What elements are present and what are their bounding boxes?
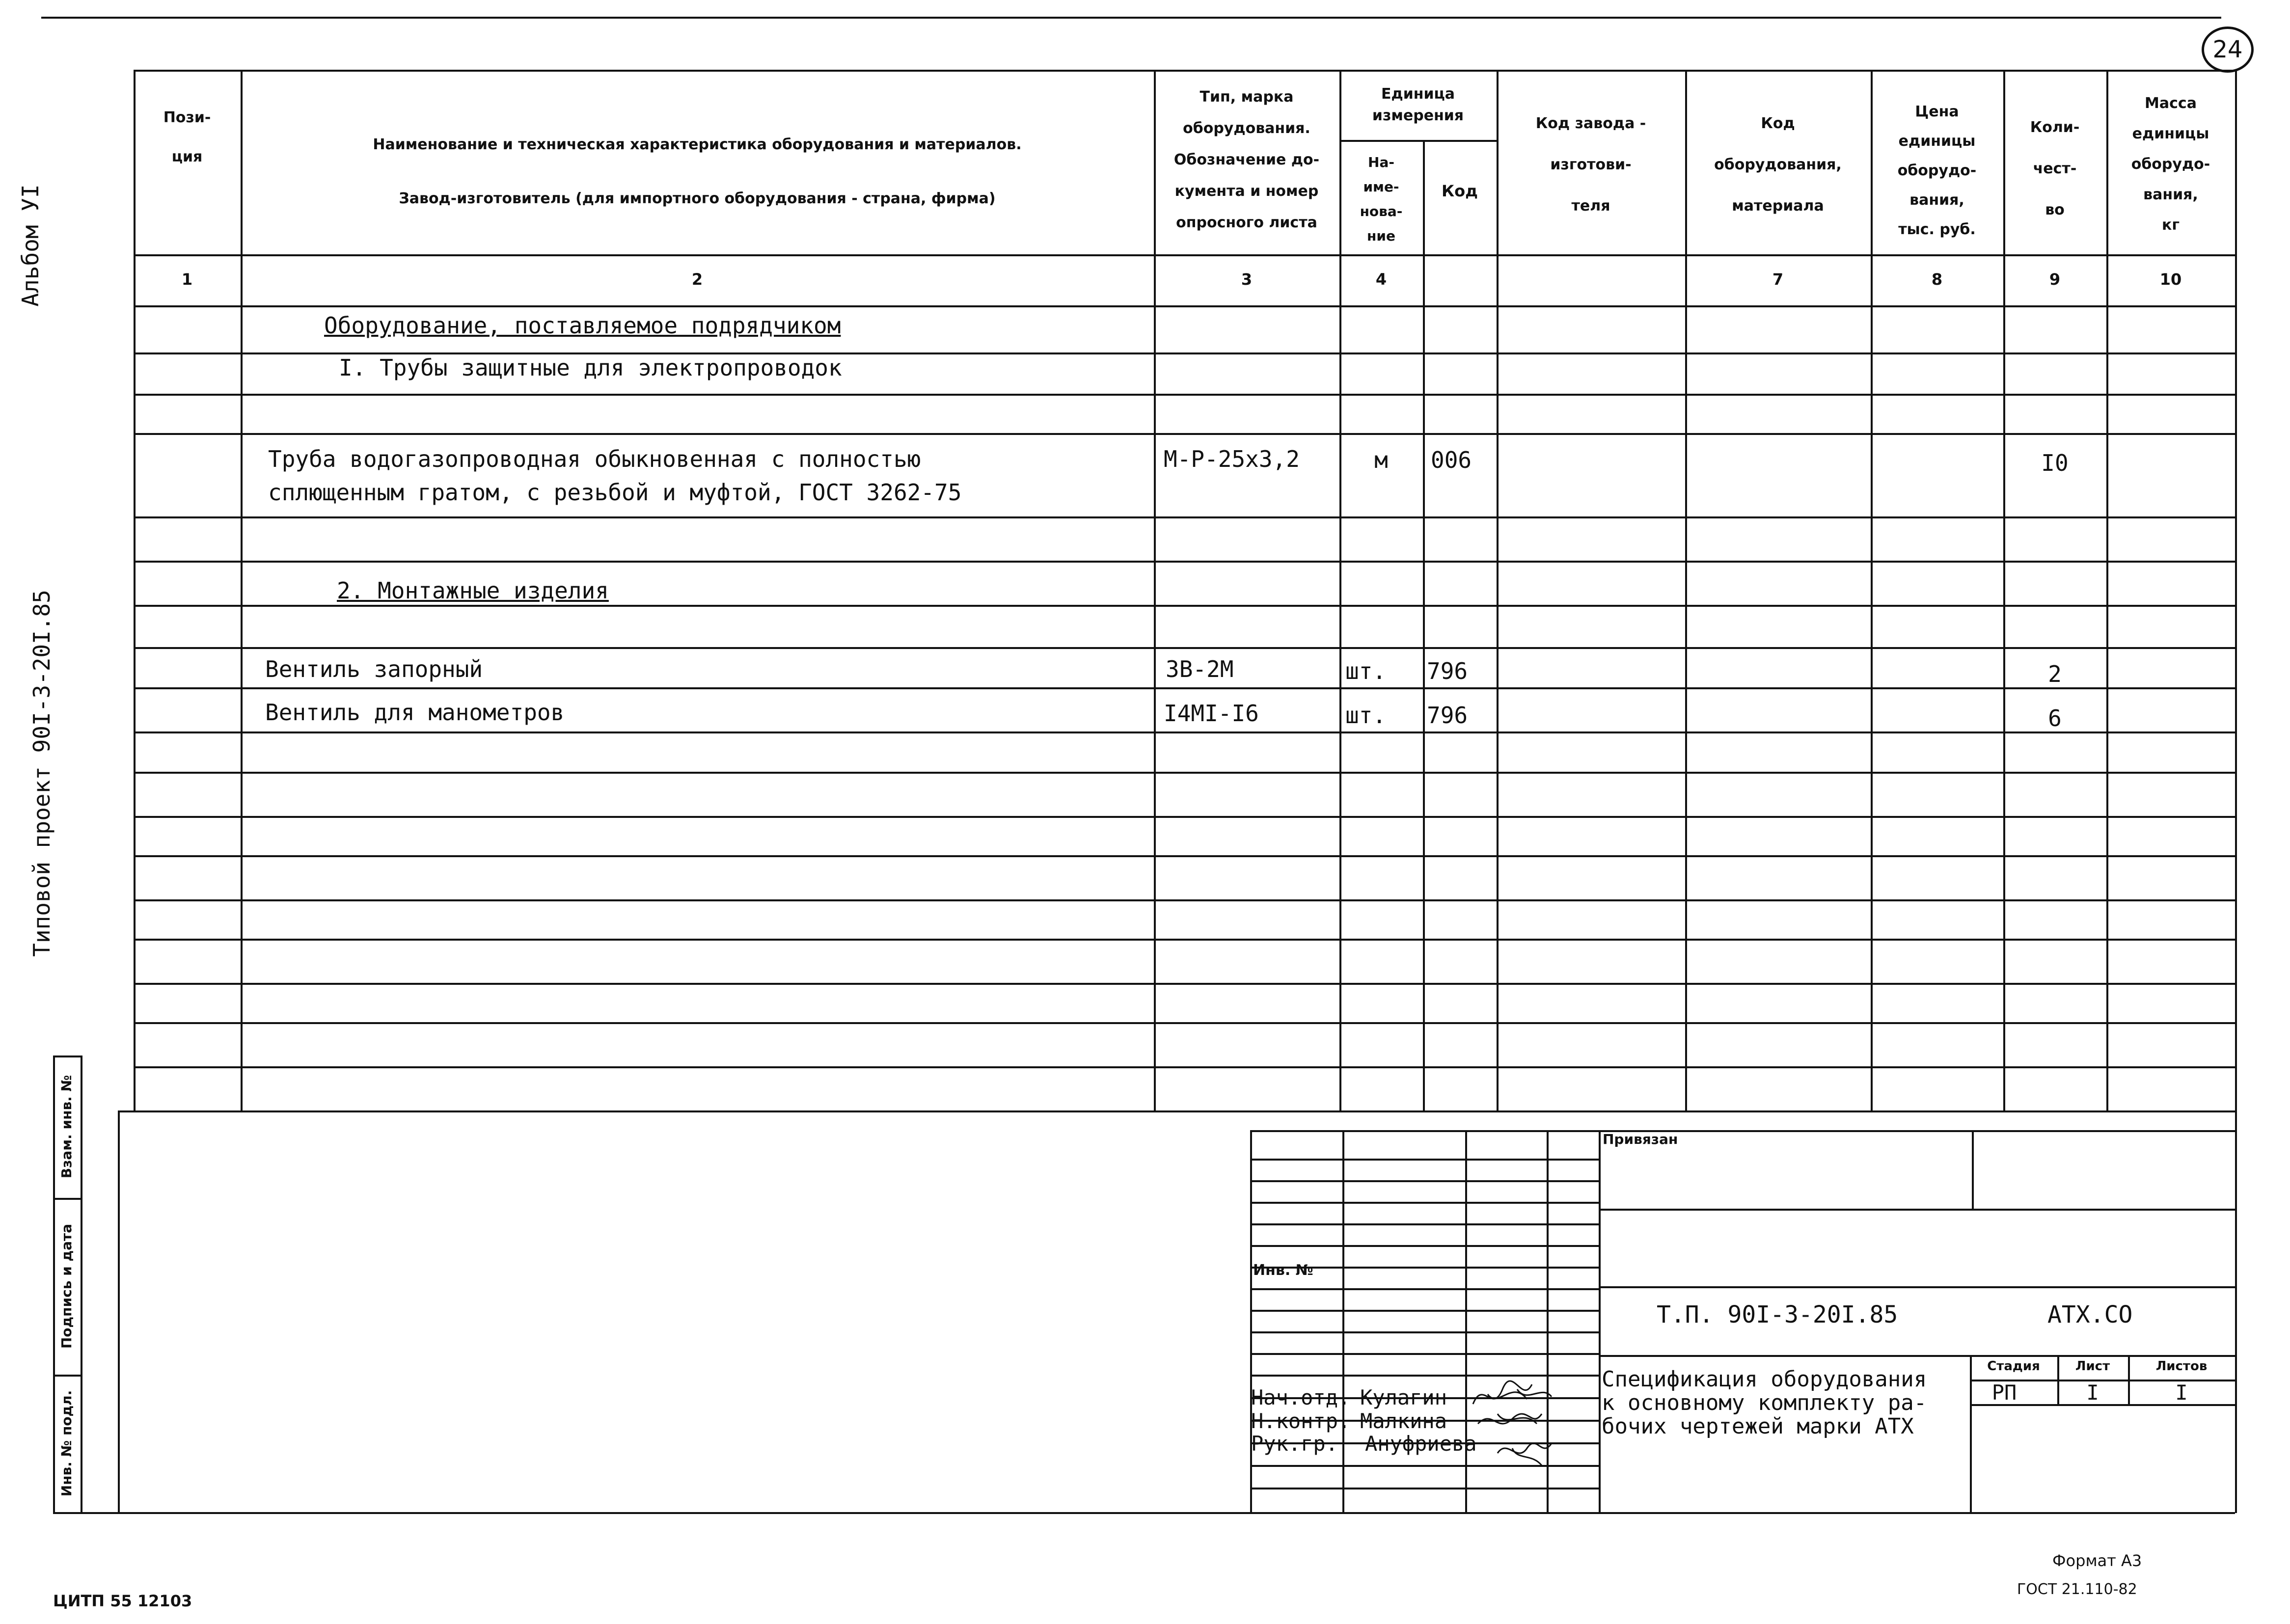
stamp-col [1970,1355,1972,1512]
col-number: 9 [2049,270,2061,289]
stamp-row [1599,1355,2235,1357]
stage-label: Стадия [1987,1359,2040,1374]
row-line [134,983,2235,985]
stamp-title [1602,1368,1927,1438]
col-number: 2 [691,270,703,289]
inv-orig-label: Инв. № подл. [58,1390,75,1497]
sheets-value: I [2175,1380,2188,1405]
row-line [134,731,2235,733]
col-line [241,70,243,1110]
person1-role: Нач.отд. [1251,1385,1351,1409]
col-number: 1 [181,270,193,289]
inv-swap-label: Взам. инв. № [58,1075,75,1179]
gost-label: ГОСТ 21.110-82 [2017,1581,2137,1598]
table-top [134,70,2235,72]
left-stamp-line [53,1512,82,1514]
header-maker-code: Код завода - изготови- теля [1535,115,1646,215]
stamp-title-line2: к основному комплекту ра- [1602,1390,1927,1415]
row-line [134,605,2235,607]
header-unit-name: На- име- нова- ние [1360,154,1403,244]
item1-name-line1: Труба водогазопроводная обыкновенная с полностью [268,446,921,472]
stamp-row [1250,1202,1599,1204]
frame-top-line [41,17,2221,19]
row-line [134,647,2235,649]
table-right [2235,70,2237,1110]
frame-bottom [81,1512,2235,1514]
album-label: Альбом УI [17,184,44,307]
row-line [134,855,2235,857]
header-unit-code: Код [1442,182,1478,200]
stamp-top [1250,1130,2235,1132]
attached-label: Привязан [1603,1131,1678,1147]
row-line [134,394,2235,396]
person3-role: Рук.гр. [1251,1432,1338,1456]
row-line [134,1022,2235,1024]
inv-no-label: Инв. № [1253,1262,1313,1279]
row-line [134,899,2235,901]
row-line [134,939,2235,941]
header-price: Цена единицы оборудо- вания, тыс. руб. [1897,103,1977,238]
person3-name: Ануфриева [1365,1432,1477,1456]
item2-code: 796 [1427,658,1468,684]
person2-role: Н.контр. [1251,1409,1351,1433]
format-label: Формат А3 [2052,1551,2142,1570]
header-bottom [134,254,2235,256]
sheet-value: I [2086,1380,2099,1405]
item3-code: 796 [1427,702,1468,729]
col-number: 7 [1772,270,1784,289]
item1-code: 006 [1431,447,1472,473]
left-stamp-line [53,1375,82,1377]
col-number: 10 [2159,270,2182,289]
stamp-row [1250,1159,1599,1161]
item1-name-line2: сплющенным гратом, с резьбой и муфтой, ГОСТ 3262-75 [268,479,962,506]
sheet-label: Лист [2075,1359,2110,1374]
left-stamp-border-inner [81,1056,82,1512]
stamp-row [1250,1353,1599,1355]
row-line [134,772,2235,774]
stamp-title-line1: Спецификация оборудования [1602,1367,1927,1392]
document-mark: АТХ.СО [2047,1301,2133,1328]
header-type: Тип, марка оборудования. Обозначение до- кумента и номер опросного листа [1173,88,1320,231]
stamp-col [1342,1130,1344,1512]
row-line [134,516,2235,518]
sign-date-label: Подпись и дата [58,1223,75,1349]
stamp-row [1599,1209,2235,1211]
person1-name: Кулагин [1360,1385,1447,1409]
header-unit-group: Единица измерения [1372,85,1464,124]
designation: Т.П. 90I-3-20I.85 [1657,1301,1898,1328]
signature-scribbles [1468,1375,1556,1473]
stamp-row [1250,1180,1599,1182]
row-line [134,687,2235,689]
stamp-col [1599,1130,1601,1512]
stamp-row [1250,1488,1599,1489]
stamp-row [1250,1288,1599,1290]
item2-name: Вентиль запорный [265,656,483,682]
row-line [134,1066,2235,1068]
group-title-2: 2. Монтажные изделия [337,577,609,604]
header-equipment-code: Код оборудования, материала [1714,115,1842,215]
item2-type: 3В-2М [1166,656,1234,682]
col-line [1423,140,1425,1110]
table-left [134,70,136,1110]
stamp-row [1250,1223,1599,1225]
sheets-label: Листов [2155,1359,2208,1374]
header-quantity: Коли- чест- во [2030,119,2080,218]
item2-unit: шт. [1345,658,1387,684]
table-bottom [118,1110,2235,1112]
item1-unit: м [1374,447,1388,473]
col-number: 3 [1241,270,1253,289]
header-position: Пози- ция [163,109,211,165]
header-mass: Масса единицы оборудо- вания, кг [2131,95,2210,234]
stamp-row [1250,1331,1599,1333]
item3-name: Вентиль для манометров [265,699,565,726]
item3-qty: 6 [2048,705,2062,731]
item1-type: М-Р-25х3,2 [1164,446,1300,472]
colnum-bottom [134,305,2235,307]
col-number: 4 [1375,270,1387,289]
item1-qty: I0 [2041,450,2069,476]
left-stamp-line [53,1056,82,1057]
item2-qty: 2 [2048,661,2062,687]
stamp-row [1250,1245,1599,1247]
item3-type: I4МI-I6 [1164,700,1259,727]
project-label: Типовой проект 90I-3-20I.85 [28,590,55,957]
section-title: Оборудование, поставляемое подрядчиком [324,312,841,339]
sheet-number: 24 [2212,36,2243,63]
left-stamp-line [53,1198,82,1200]
person2-name: Малкина [1360,1409,1447,1433]
unit-group-line [1339,140,1497,142]
row-line [134,433,2235,435]
print-code: ЦИТП 55 12103 [53,1592,192,1610]
stamp-col [1972,1130,1974,1209]
frame-right [2235,1110,2237,1513]
sheet-number-badge [2202,27,2254,73]
stamp-title-line3: бочих чертежей марки АТХ [1602,1414,1914,1439]
row-line [134,816,2235,818]
col-number: 8 [1931,270,1943,289]
stage-value: РП [1991,1380,2017,1405]
row-line [134,561,2235,563]
frame-left [118,1110,120,1513]
header-name: Наименование и техническая характеристика оборудования и материалов. Завод-изготовитель (для импортного оборудования - страна, фирма) [373,136,1022,207]
group-title-1: I. Трубы защитные для электропроводок [339,354,842,381]
stamp-row [1250,1310,1599,1312]
stamp-row [1599,1286,2235,1288]
item3-unit: шт. [1345,702,1387,729]
